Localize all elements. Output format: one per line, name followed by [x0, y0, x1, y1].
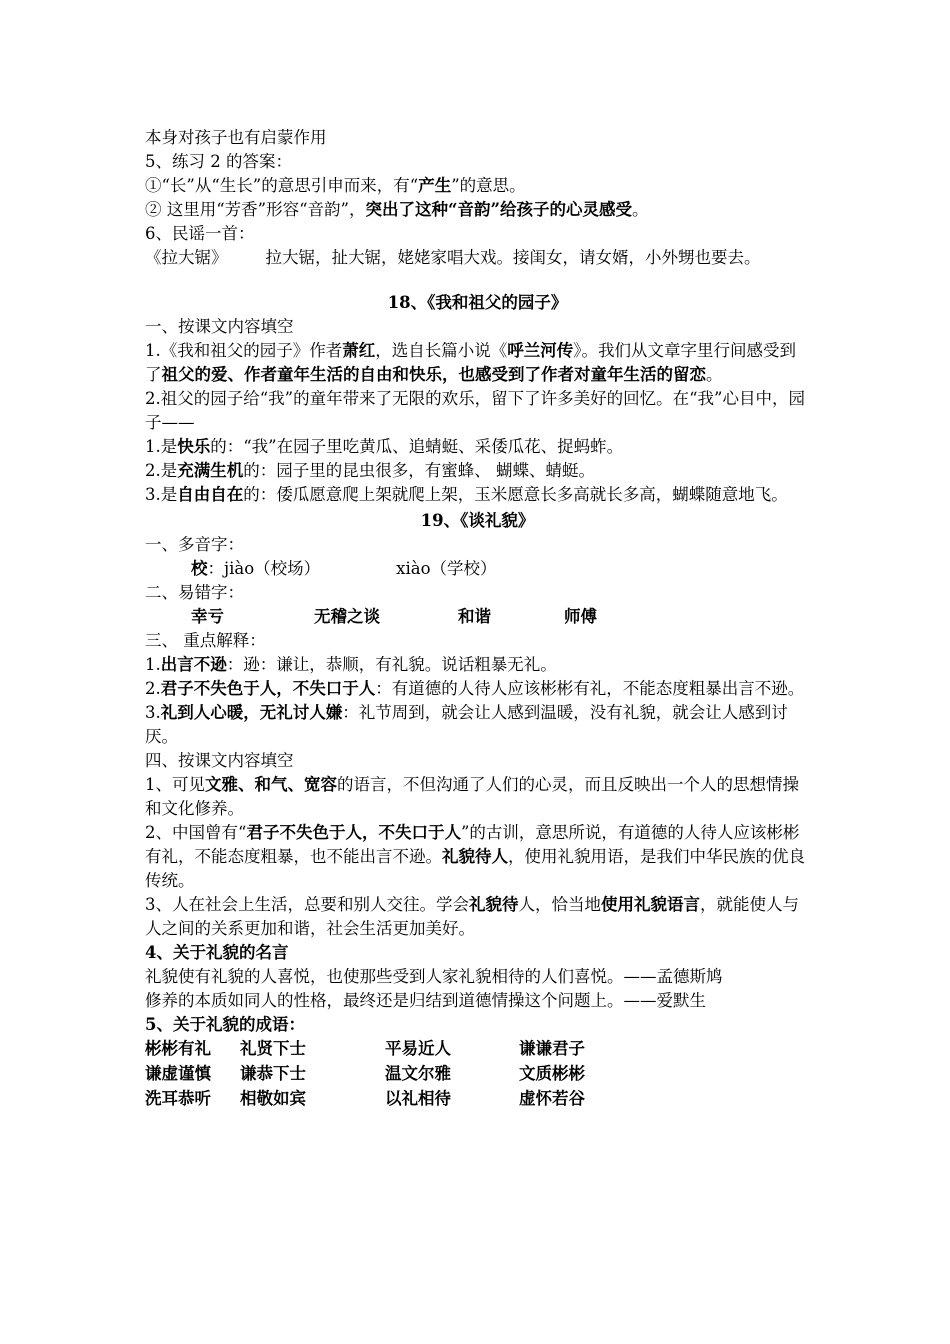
text: ”的意思。 — [451, 176, 526, 195]
text: 3、人在社会上生活，总要和别人交往。学会 — [145, 895, 469, 914]
answer-1 — [145, 174, 810, 198]
error-word: 幸亏 — [191, 607, 224, 626]
error-word: 无稽之谈 — [314, 607, 380, 626]
idiom: 谦虚谨慎 — [145, 1064, 211, 1083]
bold-text: 自由自在 — [177, 485, 244, 504]
bold-text: 文雅、和气、宽容 — [205, 775, 337, 794]
explanation-1 — [145, 653, 810, 677]
idiom: 温文尔雅 — [385, 1064, 451, 1083]
text: 3.是 — [145, 485, 178, 504]
section-18-para-2: 2.祖父的园子给“我”的童年带来了无限的欢乐，留下了许多美好的回忆。在“我”心目中，园子—— — [145, 389, 805, 432]
polyphone-line — [145, 557, 810, 581]
error-word: 师傅 — [564, 607, 597, 626]
idioms-grid — [145, 1037, 810, 1112]
bold-text: 突出了这种“音韵”给孩子的心灵感受 — [365, 200, 632, 219]
bold-text: 君子不失色于人，不失口于人 — [246, 823, 461, 842]
intro-line: 本身对孩子也有启蒙作用 — [145, 128, 327, 147]
song-text: 拉大锯，扯大锯，姥姥家唱大戏。接闺女，请女婿，小外甥也要去。 — [265, 248, 761, 267]
text: ，就能使人与人之间的关系更加和谐，社会生活更加美好。 — [145, 895, 799, 938]
fill-3 — [145, 893, 810, 941]
text: 2、中国曾有“ — [145, 823, 247, 842]
folk-song-heading: 6、民谣一首： — [145, 224, 255, 243]
text: ：jiào（校场） — [207, 559, 321, 578]
bold-text: 充满生机 — [177, 461, 244, 480]
section-18-item-3 — [145, 483, 810, 507]
text: 1.《我和祖父的园子》作者 — [145, 341, 343, 360]
explanation-2 — [145, 677, 810, 701]
idiom: 彬彬有礼 — [145, 1039, 211, 1058]
bold-text: 礼到人心暖，无礼讨人嫌 — [160, 703, 343, 722]
section-18-title: 18、《我和祖父的园子》 — [387, 293, 568, 312]
answer-2 — [145, 198, 810, 222]
bold-text: 快乐 — [177, 437, 211, 456]
idiom: 文质彬彬 — [519, 1064, 585, 1083]
section-18-item-1 — [145, 435, 810, 459]
text: ，使用礼貌用语，是我们中华民族的优良传统。 — [145, 847, 805, 890]
bold-text: 产生 — [418, 176, 452, 195]
idiom: 谦恭下士 — [240, 1064, 306, 1083]
bold-text: 校 — [191, 559, 208, 578]
idiom: 洗耳恭听 — [145, 1089, 211, 1108]
text: 2.是 — [145, 461, 178, 480]
song-title: 《拉大锯》 — [145, 248, 228, 267]
bold-text: 萧红 — [342, 341, 376, 360]
text: ①“长”从“生长”的意思引申而来，有“ — [145, 176, 419, 195]
bold-text: 祖父的爱、作者童年生活的自由和快乐，也感受到了作者对童年生活的留恋 — [161, 365, 706, 384]
text: ”的古训，意思所说，有道德的人待人应该彬彬有礼，不能态度粗暴，也不能出言不逊。 — [145, 823, 800, 866]
idiom: 虚怀若谷 — [519, 1089, 585, 1108]
polyphone-heading: 一、多音字： — [145, 535, 244, 554]
text: 的：园子里的昆虫很多，有蜜蜂、 蝴蝶、蜻蜓。 — [243, 461, 595, 480]
text: 。 — [631, 200, 649, 219]
text: 。 — [706, 365, 723, 384]
quote-2: 修养的本质如同人的性格，最终还是归结到道德情操这个问题上。——爱默生 — [145, 991, 706, 1010]
bold-text: 呼兰河传 — [507, 341, 574, 360]
text: 的：倭瓜愿意爬上架就爬上架，玉米愿意长多高就长多高，蝴蝶随意地飞。 — [243, 485, 788, 504]
text: ② 这里用“芳香”形容“音韵”， — [145, 200, 366, 219]
fill-heading: 四、按课文内容填空 — [145, 751, 294, 770]
explanation-3 — [145, 701, 810, 749]
text: 1.是 — [145, 437, 178, 456]
explanation-heading: 三、 重点解释： — [145, 631, 266, 650]
text: ，选自长篇小说《 — [375, 341, 508, 360]
exercise-heading: 5、练习 2 的答案： — [145, 152, 292, 171]
quote-1: 礼貌使有礼貌的人喜悦，也使那些受到人家礼貌相待的人们喜悦。——孟德斯鸠 — [145, 967, 723, 986]
text: 2. — [145, 679, 161, 698]
fill-2 — [145, 821, 810, 893]
text: ：有道德的人待人应该彬彬有礼，不能态度粗暴出言不逊。 — [375, 679, 805, 698]
section-18-para-1 — [145, 339, 810, 387]
document-page — [145, 126, 810, 1112]
idiom: 平易近人 — [385, 1039, 451, 1058]
error-words — [145, 605, 810, 629]
text: 3. — [145, 703, 161, 722]
bold-text: 出言不逊 — [160, 655, 227, 674]
text: ：礼节周到，就会让人感到温暖，没有礼貌，就会让人感到讨厌。 — [145, 703, 788, 746]
text: 1、可见 — [145, 775, 205, 794]
idiom: 相敬如宾 — [240, 1089, 306, 1108]
text: 》。我们从文章字里行间感受到了 — [145, 341, 796, 384]
error-words-heading: 二、易错字： — [145, 583, 244, 602]
section-19-title: 19、《谈礼貌》 — [420, 511, 535, 530]
section-18-heading-1: 一、按课文内容填空 — [145, 317, 294, 336]
bold-text: 君子不失色于人，不失口于人 — [160, 679, 376, 698]
bold-text: 使用礼貌语言 — [601, 895, 700, 914]
text: 的语言，不但沟通了人们的心灵，而且反映出一个人的思想情操和文化修养。 — [145, 775, 799, 818]
text: 的：“我”在园子里吃黄瓜、追蜻蜓、采倭瓜花、捉蚂蚱。 — [210, 437, 624, 456]
text: ：逊：谦让，恭顺，有礼貌。说话粗暴无礼。 — [226, 655, 557, 674]
idiom: 以礼相待 — [385, 1089, 451, 1108]
section-18-item-2 — [145, 459, 810, 483]
idiom: 礼贤下士 — [240, 1039, 306, 1058]
idiom: 谦谦君子 — [519, 1039, 585, 1058]
text: 1. — [145, 655, 161, 674]
error-word: 和谐 — [458, 607, 491, 626]
folk-song — [145, 246, 810, 270]
bold-text: 礼貌待 — [469, 895, 519, 914]
fill-1 — [145, 773, 810, 821]
text: xiào（学校） — [396, 559, 497, 578]
idioms-heading: 5、关于礼貌的成语： — [145, 1015, 305, 1034]
quotes-heading: 4、关于礼貌的名言 — [145, 943, 289, 962]
bold-text: 礼貌待人 — [442, 847, 508, 866]
text: 人，恰当地 — [518, 895, 601, 914]
